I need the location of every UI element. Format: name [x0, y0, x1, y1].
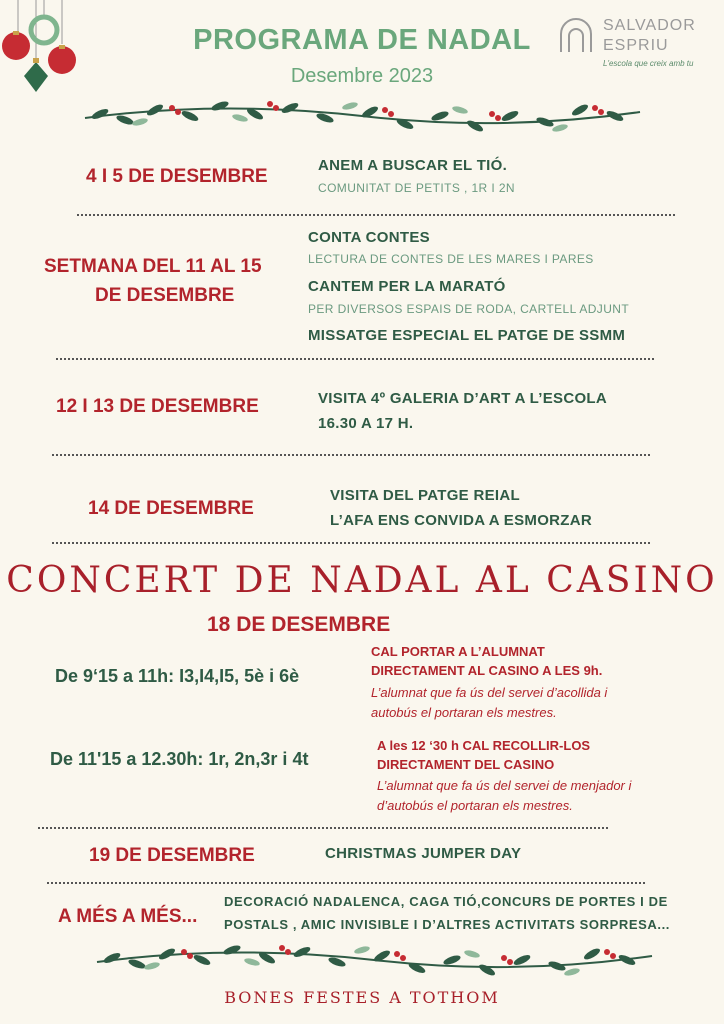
- logo-tagline: L'escola que creix amb tu: [603, 59, 694, 68]
- event-4-activity-2: L’AFA ENS CONVIDA A ESMORZAR: [330, 512, 593, 529]
- event-2-activity-2: CANTEM PER LA MARATÓ: [308, 278, 506, 295]
- event-3-date: 12 I 13 DE DESEMBRE: [56, 396, 259, 417]
- event-3-activity: VISITA 4º GALERIA D’ART A L’ESCOLA: [318, 390, 608, 407]
- holly-garland-icon: [92, 940, 657, 978]
- logo-line2: ESPRIU: [603, 37, 669, 54]
- concert-date: 18 DE DESEMBRE: [207, 613, 391, 636]
- event-4-date: 14 DE DESEMBRE: [88, 498, 254, 519]
- concert-slot-2-note-2: DIRECTAMENT DEL CASINO: [377, 757, 555, 772]
- page-title: PROGRAMA DE NADAL: [193, 24, 531, 56]
- divider: [38, 827, 608, 829]
- concert-slot-2-note-4: d’autobús el portaran els mestres.: [377, 798, 573, 813]
- event-2-detail-2: PER DIVERSOS ESPAIS DE RODA, CARTELL ADJUNT: [308, 302, 630, 316]
- divider: [52, 454, 650, 456]
- concert-slot-2-note-1: A les 12 ‘30 h CAL RECOLLIR-LOS: [377, 738, 591, 753]
- holly-garland-icon: [80, 96, 645, 134]
- footer-greeting: BONES FESTES A TOTHOM: [224, 988, 500, 1007]
- event-2-date-line1: SETMANA DEL 11 AL 15: [44, 256, 262, 277]
- event-2-detail-1: LECTURA DE CONTES DE LES MARES I PARES: [308, 252, 594, 266]
- event-19-date: 19 DE DESEMBRE: [89, 845, 255, 866]
- event-4-activity-1: VISITA DEL PATGE REIAL: [330, 487, 520, 504]
- extras-line-1: DECORACIÓ NADALENCA, CAGA TIÓ,CONCURS DE PORTES I DE: [224, 894, 668, 909]
- page-subtitle: Desembre 2023: [290, 65, 434, 87]
- event-3-detail: 16.30 A 17 H.: [318, 415, 414, 432]
- event-2-date-line2: DE DESEMBRE: [95, 285, 235, 306]
- concert-slot-1-note-3: L’alumnat que fa ús del servei d’acollida i: [371, 685, 608, 700]
- event-2-activity-3: MISSATGE ESPECIAL EL PATGE DE SSMM: [308, 327, 626, 344]
- extras-line-2: POSTALS , AMIC INVISIBLE I D’ALTRES ACTIVITATS SORPRESA...: [224, 917, 671, 932]
- concert-slot-1-time: De 9‘15 a 11h: I3,I4,I5, 5è i 6è: [55, 666, 300, 686]
- concert-slot-1-note-4: autobús el portaran els mestres.: [371, 705, 557, 720]
- logo-line1: SALVADOR: [603, 17, 696, 34]
- event-19-activity: CHRISTMAS JUMPER DAY: [325, 845, 522, 862]
- concert-slot-1-note-2: DIRECTAMENT AL CASINO A LES 9h.: [371, 663, 603, 678]
- divider: [52, 542, 650, 544]
- event-1-date: 4 I 5 DE DESEMBRE: [86, 166, 268, 187]
- divider: [56, 358, 654, 360]
- event-1-detail: COMUNITAT DE PETITS , 1R I 2N: [318, 181, 515, 195]
- extras-heading: A MÉS A MÉS...: [58, 906, 198, 927]
- concert-slot-2-note-3: L’alumnat que fa ús del servei de menjador i: [377, 778, 632, 793]
- event-2-activity-1: CONTA CONTES: [308, 229, 430, 246]
- concert-slot-1-note-1: CAL PORTAR A L’ALUMNAT: [371, 644, 545, 659]
- concert-title: CONCERT DE NADAL AL CASINO: [6, 560, 718, 601]
- divider: [47, 882, 645, 884]
- event-1-activity: ANEM A BUSCAR EL TIÓ.: [318, 157, 508, 174]
- concert-slot-2-time: De 11'15 a 12.30h: 1r, 2n,3r i 4t: [50, 749, 309, 769]
- divider: [77, 214, 675, 216]
